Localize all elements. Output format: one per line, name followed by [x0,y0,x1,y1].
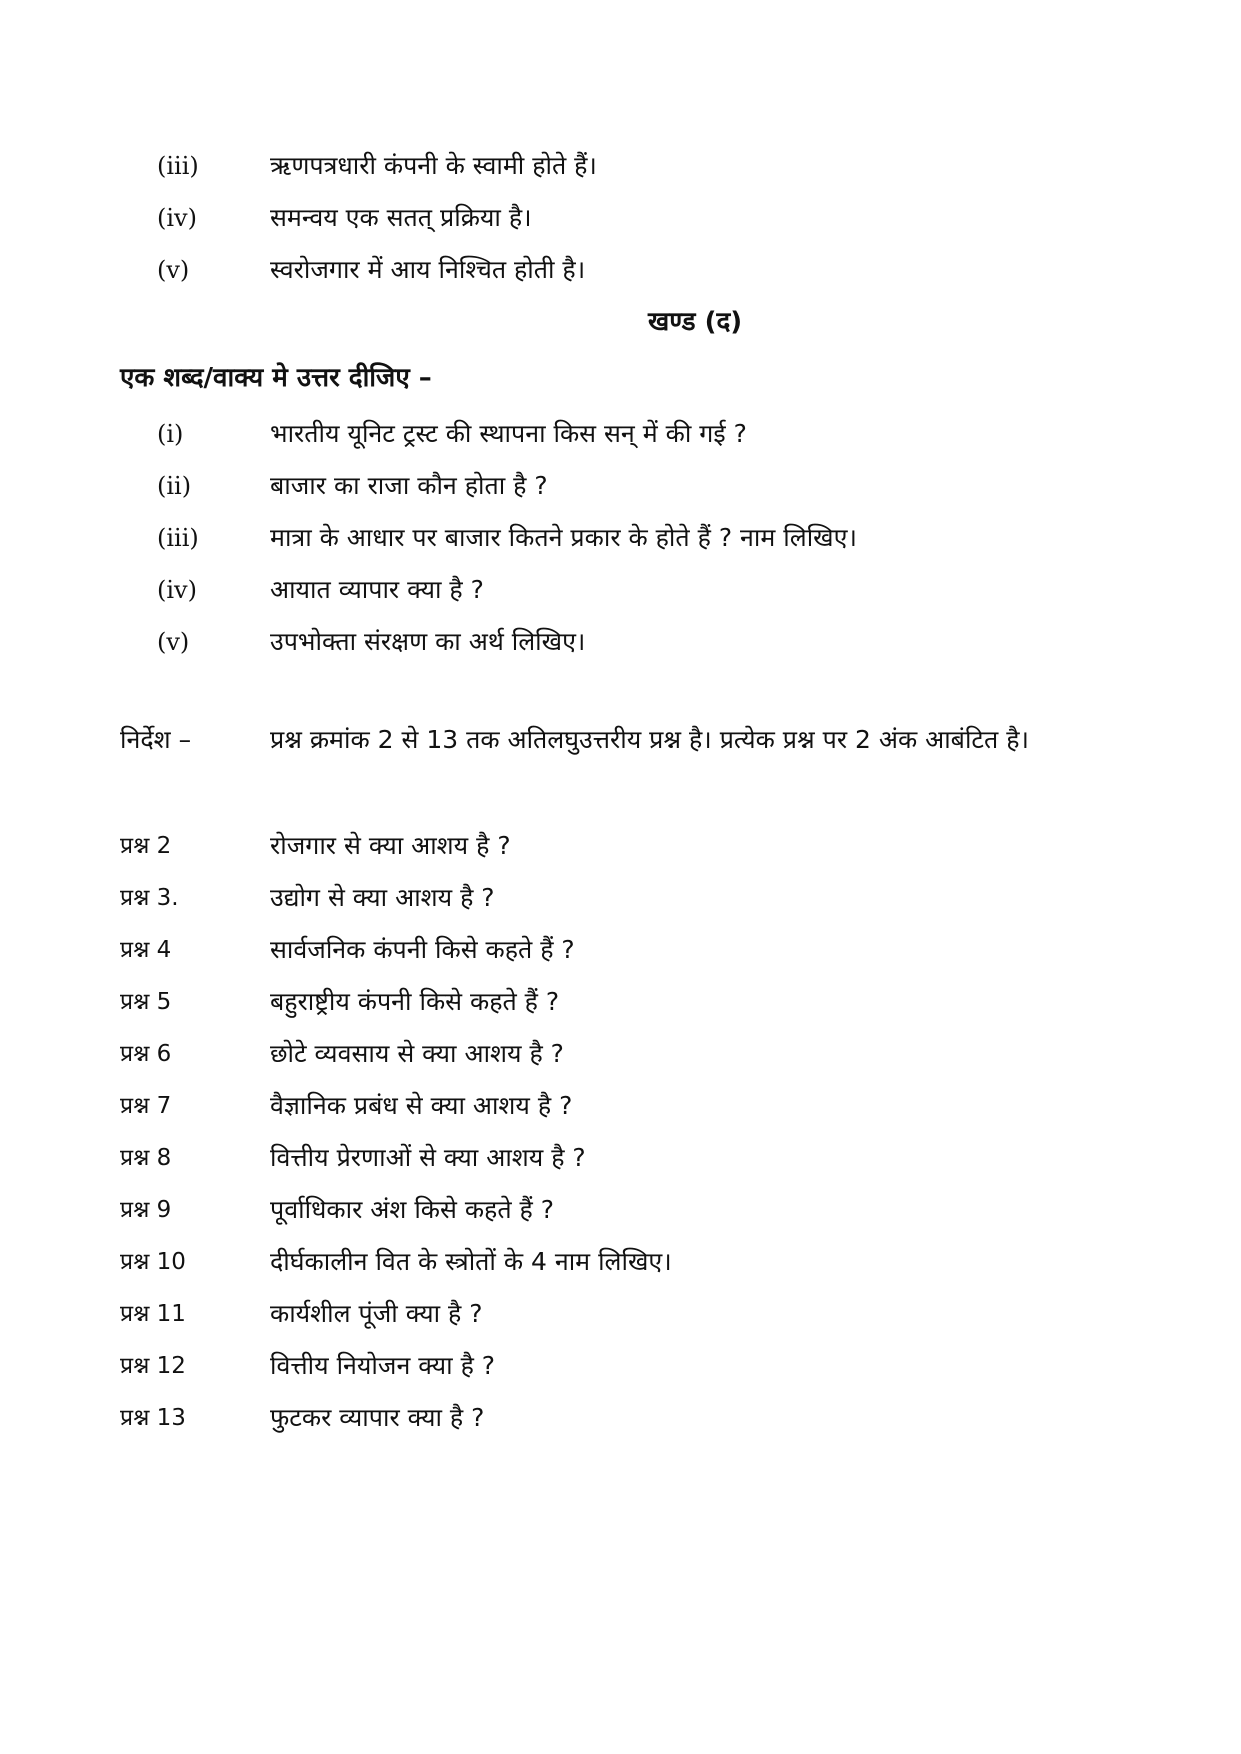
question-number: प्रश्न 11 [120,1301,186,1327]
question-row [0,1398,1241,1438]
item-number: (iii) [157,152,199,180]
list-item [0,146,1241,186]
item-number: (v) [157,256,190,284]
item-number: (i) [157,420,184,448]
question-number: प्रश्न 8 [120,1145,172,1171]
item-number: (iii) [157,524,199,552]
item-text: उपभोक्ता संरक्षण का अर्थ लिखिए। [270,627,586,656]
item-number: (iv) [157,576,197,604]
question-text: वित्तीय नियोजन क्या है ? [270,1351,496,1380]
question-row [0,1242,1241,1282]
question-text: उद्योग से क्या आशय है ? [270,883,495,912]
list-item [0,198,1241,238]
item-text: समन्वय एक सतत् प्रक्रिया है। [270,203,532,232]
item-text: भारतीय यूनिट ट्रस्ट की स्थापना किस सन् में की गई ? [270,419,747,448]
question-text: रोजगार से क्या आशय है ? [270,831,511,860]
question-row [0,1086,1241,1126]
question-number: प्रश्न 5 [120,989,172,1015]
question-row [0,1034,1241,1074]
item-text: स्वरोजगार में आय निश्चित होती है। [270,255,586,284]
question-number: प्रश्न 12 [120,1353,186,1379]
direction-text: प्रश्न क्रमांक 2 से 13 तक अतिलघुउत्तरीय प्रश्न है। प्रत्येक प्रश्न पर 2 अंक आबंटित है। [270,725,1029,754]
question-number: प्रश्न 4 [120,937,172,963]
question-text: सार्वजनिक कंपनी किसे कहते हैं ? [270,935,575,964]
list-item [0,570,1241,610]
question-text: दीर्घकालीन वित के स्त्रोतों के 4 नाम लिखिए। [270,1247,672,1276]
question-row [0,982,1241,1022]
question-number: प्रश्न 7 [120,1093,172,1119]
instruction-heading: एक शब्द/वाक्य मे उत्तर दीजिए – [120,363,432,393]
question-number: प्रश्न 10 [120,1249,186,1275]
item-number: (iv) [157,204,197,232]
question-number: प्रश्न 2 [120,833,172,859]
question-row [0,826,1241,866]
item-text: मात्रा के आधार पर बाजार कितने प्रकार के होते हैं ? नाम लिखिए। [270,523,857,552]
section-title: खण्ड (द) [648,307,743,337]
question-text: पूर्वाधिकार अंश किसे कहते हैं ? [270,1195,555,1224]
list-item [0,518,1241,558]
list-item [0,414,1241,454]
item-number: (ii) [157,472,192,500]
item-number: (v) [157,628,190,656]
question-number: प्रश्न 13 [120,1405,186,1431]
question-row [0,1138,1241,1178]
list-item [0,466,1241,506]
question-row [0,1346,1241,1386]
question-text: फुटकर व्यापार क्या है ? [270,1403,485,1432]
list-item [0,250,1241,290]
question-row [0,1190,1241,1230]
question-text: वैज्ञानिक प्रबंध से क्या आशय है ? [270,1091,573,1120]
list-item [0,622,1241,662]
question-row [0,930,1241,970]
item-text: आयात व्यापार क्या है ? [270,575,484,604]
direction-label: निर्देश – [120,725,192,754]
question-row [0,878,1241,918]
item-text: ऋणपत्रधारी कंपनी के स्वामी होते हैं। [270,151,597,180]
question-number: प्रश्न 3. [120,885,179,911]
question-number: प्रश्न 9 [120,1197,172,1223]
item-text: बाजार का राजा कौन होता है ? [270,471,548,500]
question-row [0,1294,1241,1334]
question-text: बहुराष्ट्रीय कंपनी किसे कहते हैं ? [270,987,560,1016]
question-text: कार्यशील पूंजी क्या है ? [270,1299,483,1328]
question-text: छोटे व्यवसाय से क्या आशय है ? [270,1039,564,1068]
question-text: वित्तीय प्रेरणाओं से क्या आशय है ? [270,1143,586,1172]
question-number: प्रश्न 6 [120,1041,172,1067]
